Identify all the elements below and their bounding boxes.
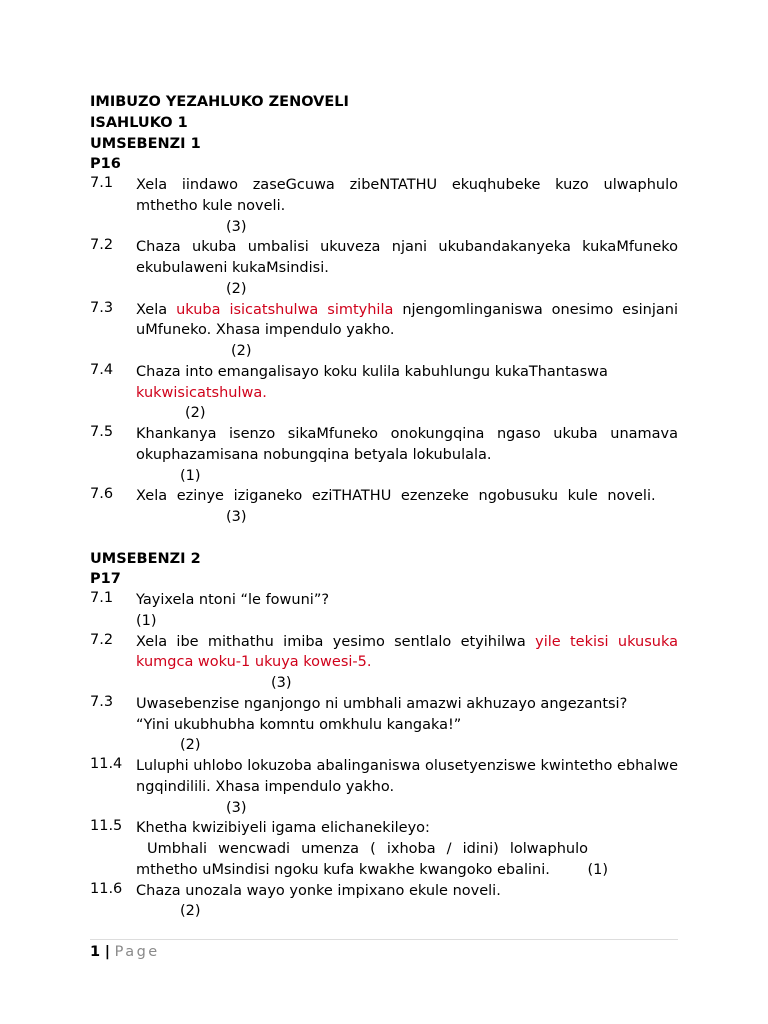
question-text-part: njengomlinganiswa onesimo esinjani uMfuneko. Xhasa impendulo yakho. [136, 301, 678, 339]
question-number: 11.5 [90, 818, 123, 835]
document-page [90, 92, 678, 922]
question-mark: (1) [180, 467, 201, 484]
question-mark: (3) [226, 799, 247, 816]
document-title: IMIBUZO YEZAHLUKO ZENOVELI [90, 94, 349, 110]
question-text: Khankanya isenzo sikaMfuneko onokungqina ngaso ukuba unamava okuphazamisana nobungqina betyala lokubulala. [136, 426, 678, 463]
page-ref-p17: P17 [90, 571, 121, 588]
question-7-3 [90, 300, 678, 362]
page-ref-p16: P16 [90, 156, 121, 173]
question-text [136, 632, 678, 674]
question-number: 7.6 [90, 486, 114, 503]
question-text-part: Chaza into emangalisayo koku kulila kabuhlungu kukaThantaswa [136, 363, 608, 380]
question-text-part: Xela [136, 301, 177, 318]
question-number: 7.1 [90, 175, 114, 191]
question-text: Xela iindawo zaseGcuwa zibeNTATHU ekuqhubeke kuzo ulwaphulo mthetho kule noveli. [136, 177, 678, 214]
question-7-4 [90, 362, 678, 424]
page-footer [90, 939, 678, 962]
question-mark: (3) [226, 509, 247, 525]
question-number: 7.2 [90, 631, 114, 648]
question-2-7-2 [90, 632, 678, 694]
question-text-part: Xela ibe mithathu imiba yesimo sentlalo etyihilwa [136, 633, 536, 650]
question-mark: (2) [180, 737, 201, 754]
option-sentence [136, 839, 678, 881]
highlighted-text: kukwisicatshulwa. [136, 384, 267, 401]
question-text [136, 362, 678, 404]
question-mark: (1) [136, 612, 157, 629]
question-text: Yayixela ntoni “le fowuni”? [136, 592, 330, 608]
question-11-6 [90, 881, 678, 923]
question-mark: (2) [185, 405, 206, 422]
option-sentence-text: Umbhali wencwadi umenza ( ixhoba / idini) lolwaphulo mthetho uMsindisi ngoku kufa kwakhe kwangoko ebalini. [136, 841, 588, 878]
question-text [136, 818, 678, 880]
page-number: 1 [90, 944, 101, 960]
footer-line [90, 944, 160, 960]
work2-heading: UMSEBENZI 2 [90, 550, 201, 567]
highlighted-text: yile tekisi ukusuka kumgca woku-1 ukuya kowesi-5. [136, 633, 678, 671]
quoted-text: “Yini ukubhubha komntu omkhulu kangaka!” [136, 716, 462, 733]
question-2-7-3 [90, 694, 678, 756]
question-text-part: Khetha kwizibiyeli igama elichanekileyo: [136, 820, 430, 837]
question-2-7-1 [90, 590, 678, 632]
highlighted-text: ukuba isicatshulwa simtyhila [176, 301, 394, 318]
question-7-5 [90, 424, 678, 486]
page-label: Page [114, 944, 160, 960]
question-number: 7.1 [90, 590, 114, 606]
question-mark: (2) [231, 343, 252, 359]
question-number: 7.5 [90, 424, 114, 440]
question-number: 11.4 [90, 756, 123, 772]
question-text: Chaza ukuba umbalisi ukuveza njani ukubandakanyeka kukaMfuneko ekubulaweni kukaMsindisi. [136, 239, 678, 276]
chapter-heading: ISAHLUKO 1 [90, 114, 188, 131]
question-text [136, 694, 678, 736]
question-text: Xela ezinye iziganeko eziTHATHU ezenzeke ngobusuku kule noveli. [136, 488, 656, 505]
question-number: 7.3 [90, 299, 114, 316]
question-7-6 [90, 486, 678, 528]
question-mark: (2) [180, 903, 201, 920]
question-11-5 [90, 818, 678, 880]
question-text: Luluphi uhlobo lokuzoba abalinganiswa olusetyenziswe kwintetho ebhalwe ngqindilili. Xhasa impendulo yakho. [136, 758, 678, 795]
question-text-part: Uwasebenzise nganjongo ni umbhali amazwi akhuzayo angezantsi? [136, 695, 628, 712]
footer-separator: | [104, 944, 110, 960]
question-7-2 [90, 237, 678, 299]
question-11-4 [90, 756, 678, 818]
question-mark: (3) [271, 675, 292, 691]
question-text: Chaza unozala wayo yonke impixano ekule noveli. [136, 882, 501, 899]
spacer [90, 528, 678, 549]
work1-heading: UMSEBENZI 1 [90, 135, 201, 152]
question-mark: (1) [587, 861, 608, 878]
question-7-1 [90, 175, 678, 237]
question-number: 7.3 [90, 693, 114, 710]
question-number: 7.2 [90, 237, 114, 254]
question-mark: (2) [226, 280, 247, 297]
question-mark: (3) [226, 218, 247, 235]
question-text [136, 300, 678, 342]
question-number: 11.6 [90, 880, 123, 897]
question-number: 7.4 [90, 361, 114, 378]
